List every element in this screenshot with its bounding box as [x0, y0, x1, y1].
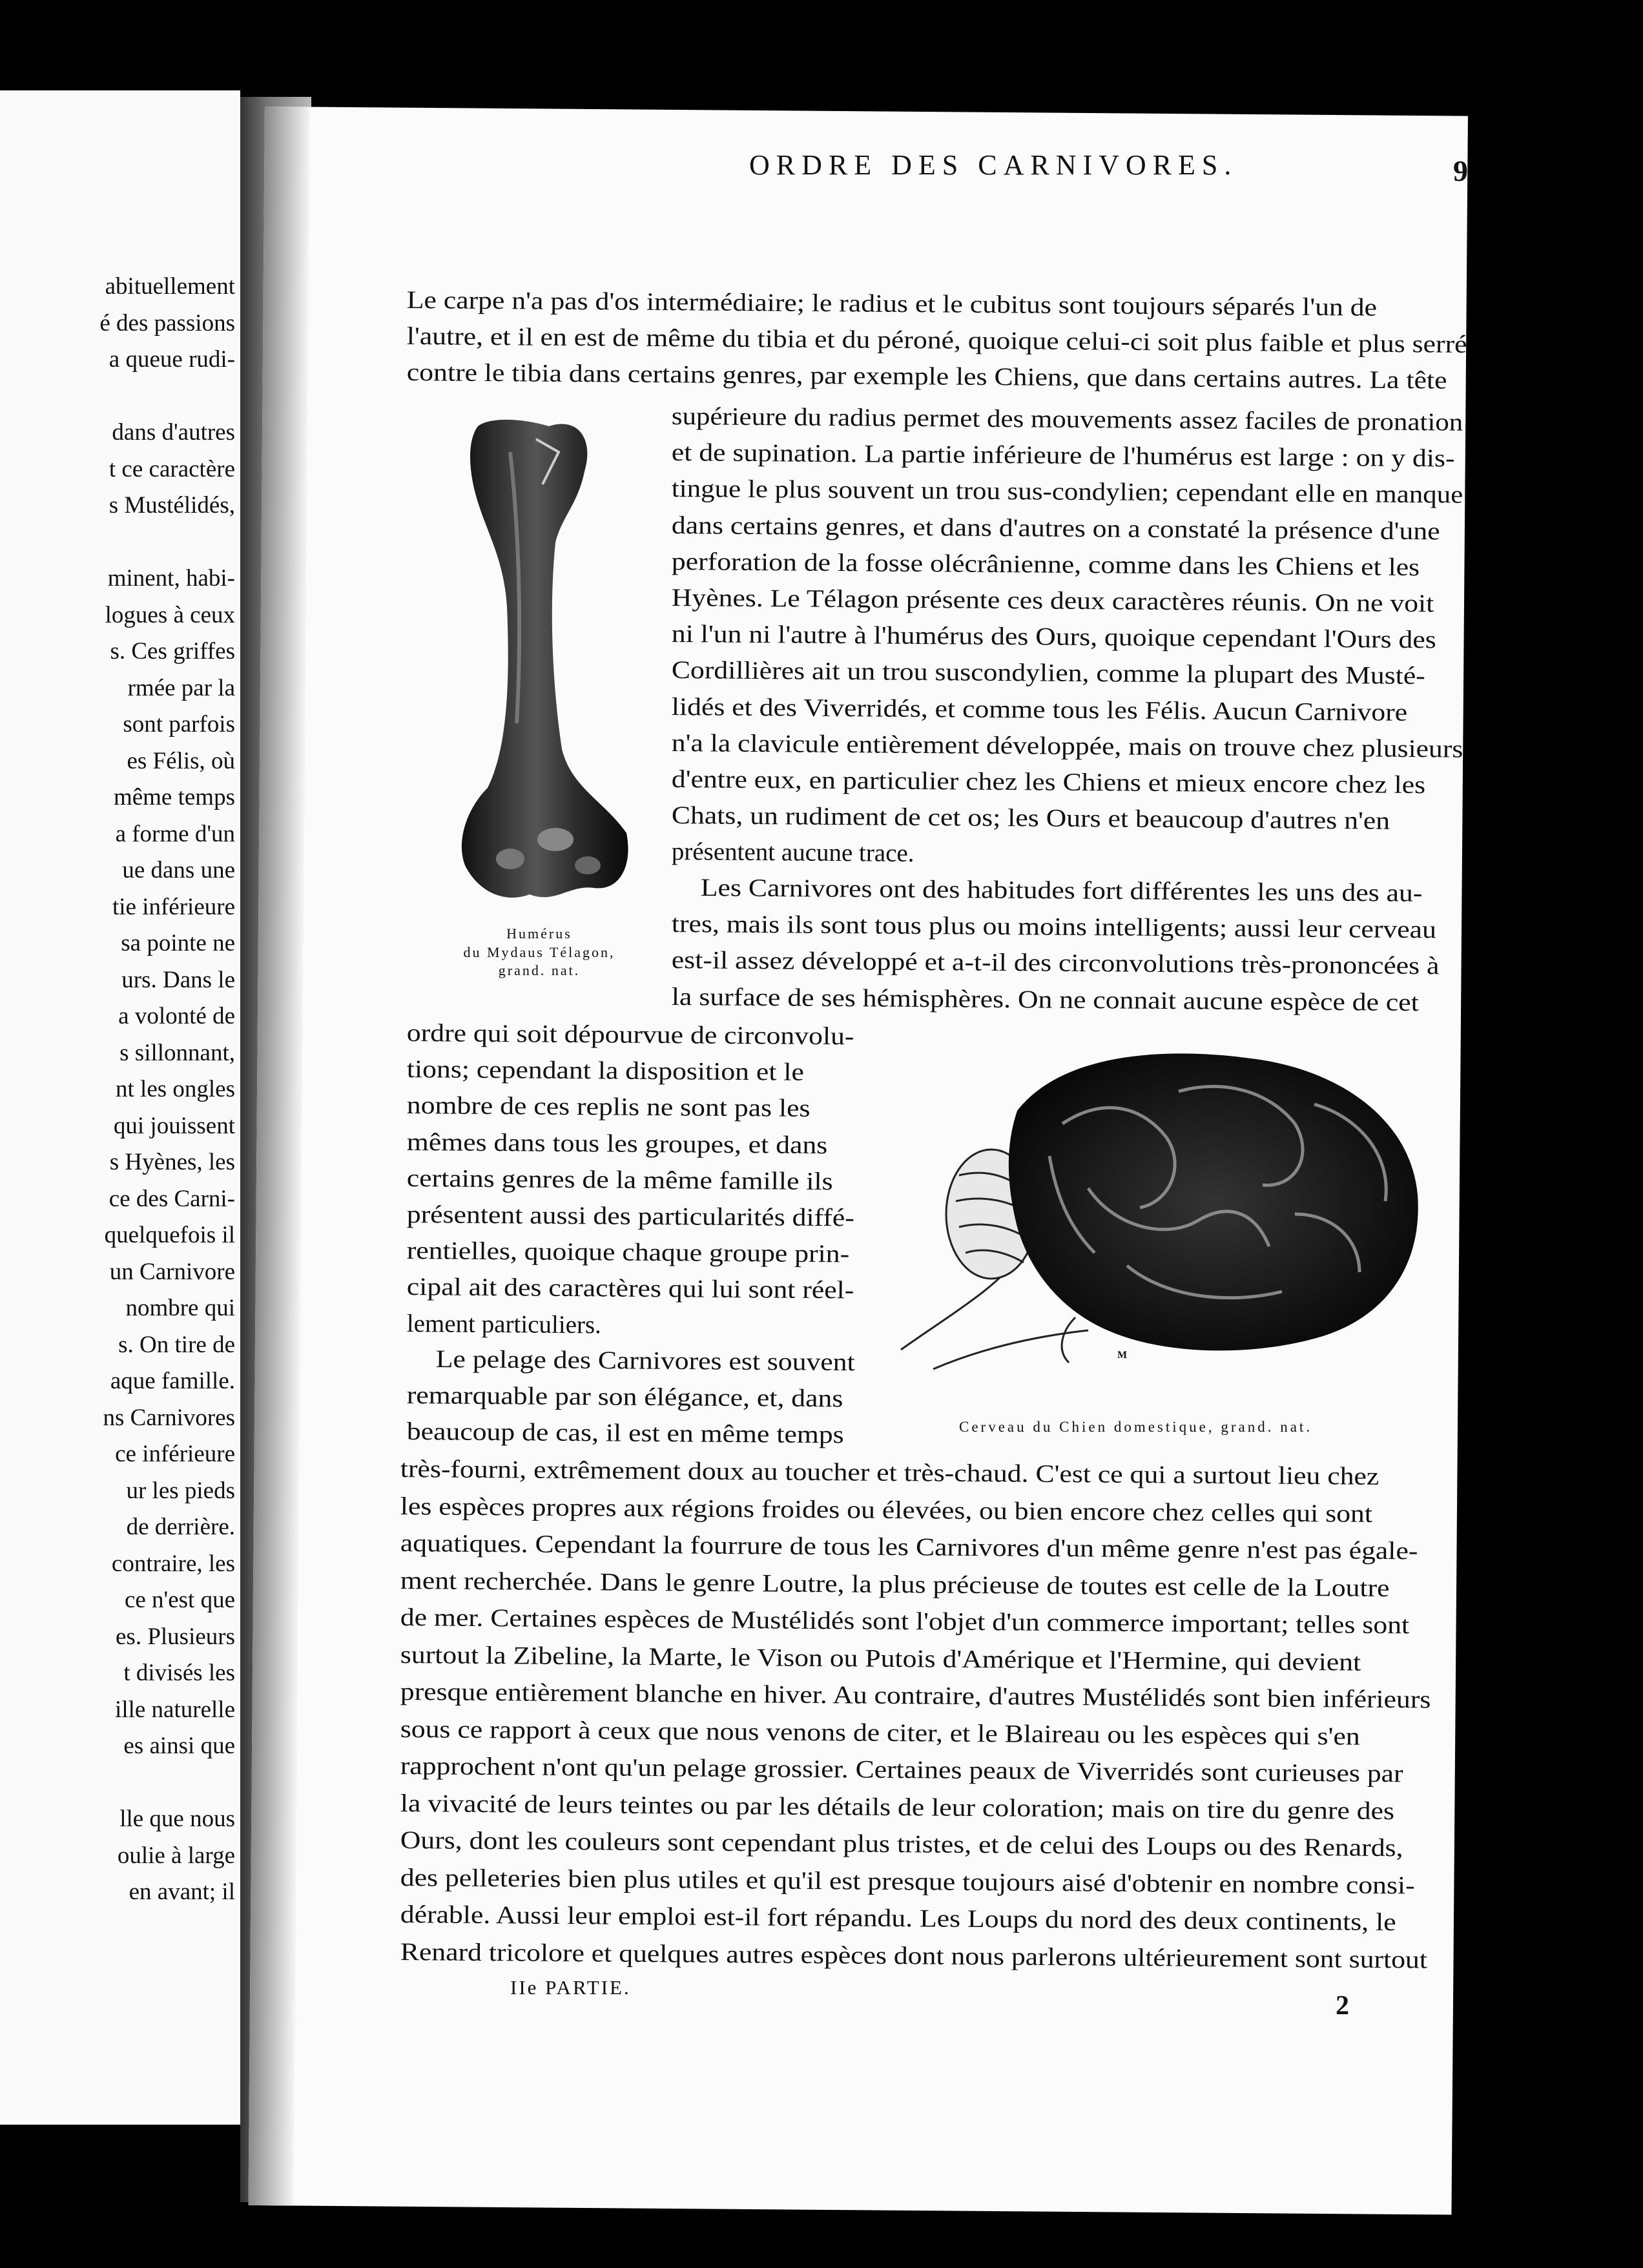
- left-page-line: é des passions: [99, 309, 235, 336]
- left-page-line: t divisés les: [123, 1660, 235, 1686]
- left-page-line: ce n'est que: [124, 1587, 235, 1613]
- text-line: présentent aucune trace.: [671, 838, 914, 868]
- left-page-line: minent, habi-: [107, 565, 235, 592]
- text-line: beaucoup de cas, il est en même temps: [406, 1418, 844, 1449]
- left-page-line: t ce caractère: [108, 455, 235, 482]
- left-page-line: s Mustélidés,: [108, 492, 235, 519]
- text-line: la vivacité de leurs teintes ou par les détails de leur coloration; mais on tire du genre des: [400, 1789, 1395, 1825]
- left-page-line: ce inférieure: [115, 1441, 235, 1467]
- left-page-line: s. On tire de: [118, 1331, 235, 1358]
- text-line: est-il assez développé et a-t-il des circonvolutions très-prononcées à: [671, 946, 1440, 980]
- left-page-line: aque famille.: [110, 1368, 235, 1394]
- left-page-line: quelquefois il: [104, 1222, 235, 1248]
- left-page-line: a volonté de: [118, 1003, 235, 1029]
- left-page-line: même temps: [113, 784, 235, 810]
- text-line: presque entièrement blanche en hiver. Au contraire, d'autres Mustélidés sont bien inférieurs: [400, 1678, 1431, 1714]
- left-page-line: nombre qui: [125, 1295, 235, 1321]
- left-page-line: ns Carnivores: [103, 1404, 235, 1431]
- left-page-line: ce des Carni-: [108, 1185, 235, 1212]
- running-title: ORDRE DES CARNIVORES.: [749, 149, 1238, 181]
- left-page-line: dans d'autres: [112, 419, 235, 446]
- humerus-caption-line: du Mydaus Télagon,: [463, 943, 615, 960]
- text-line: l'autre, et il en est de même du tibia et du péroné, quoique celui-ci soit plus faible et plus serré: [406, 322, 1467, 359]
- text-line: les espèces propres aux régions froides ou élevées, ou bien encore chez celles qui sont: [400, 1492, 1373, 1528]
- text-line: perforation de la fosse olécrânienne, comme dans les Chiens et les: [671, 547, 1420, 581]
- text-line: Ours, dont les couleurs sont cependant plus tristes, et de celui des Loups ou des Renards,: [400, 1826, 1403, 1862]
- text-line: et de supination. La partie inférieure de l'humérus est large : on y dis-: [671, 438, 1455, 473]
- left-page-line: de derrière.: [126, 1514, 235, 1540]
- left-page-line: rmée par la: [127, 674, 235, 701]
- text-line: sous ce rapport à ceux que nous venons de citer, et le Blaireau ou les espèces qui s'en: [400, 1715, 1360, 1751]
- left-page-line: es. Plusieurs: [116, 1623, 235, 1650]
- text-line: certains genres de la même famille ils: [406, 1164, 833, 1195]
- text-line: cipal ait des caractères qui lui sont réel-: [406, 1273, 854, 1304]
- text-line: la surface de ses hémisphères. On ne connait aucune espèce de cet: [671, 982, 1419, 1016]
- text-line: rapprochent n'ont qu'un pelage grossier. Certaines peaux de Viverridés sont curieuses par: [400, 1752, 1403, 1788]
- brain-caption: Cerveau du Chien domestique, grand. nat.: [959, 1419, 1313, 1435]
- text-line: Les Carnivores ont des habitudes fort différentes les uns des au-: [700, 874, 1423, 907]
- text-line: dans certains genres, et dans d'autres on a constaté la présence d'une: [671, 511, 1440, 545]
- left-page-line: ue dans une: [122, 857, 235, 883]
- left-page-line: nt les ongles: [116, 1076, 235, 1102]
- text-line: ni l'un ni l'autre à l'humérus des Ours, quoique cependant l'Ours des: [671, 620, 1436, 654]
- left-page-line: contraire, les: [111, 1550, 235, 1577]
- left-page-line: a queue rudi-: [108, 346, 235, 373]
- text-line: n'a la clavicule entièrement développée, mais on trouve chez plusieurs: [671, 728, 1463, 763]
- text-line: lement particuliers.: [406, 1309, 602, 1339]
- text-line: remarquable par son élégance, et, dans: [406, 1381, 843, 1413]
- left-page-line: s sillonnant,: [119, 1039, 235, 1066]
- page-number: 9: [1453, 154, 1468, 187]
- text-line: Chats, un rudiment de cet os; les Ours et beaucoup d'autres n'en: [671, 801, 1390, 835]
- text-line: tingue le plus souvent un trou sus-condylien; cependant elle en manque: [671, 475, 1463, 510]
- signature-mark: 2: [1336, 1991, 1349, 2021]
- text-line: des pelleteries bien plus utiles et qu'il est presque toujours aisé d'obtenir en nombre consi-: [400, 1863, 1415, 1899]
- brain-illustration: [894, 1046, 1424, 1382]
- left-page-line: s. Ces griffes: [110, 638, 235, 665]
- humerus-caption-line: Humérus: [506, 925, 572, 942]
- text-line: ment recherchée. Dans le genre Loutre, la plus précieuse de toutes est celle de la Loutre: [400, 1566, 1390, 1602]
- signature-note: IIe PARTIE.: [510, 1976, 631, 1999]
- text-line: d'entre eux, en particulier chez les Chiens et mieux encore chez les: [671, 765, 1426, 799]
- text-line: ordre qui soit dépourvue de circonvolu-: [406, 1019, 854, 1051]
- left-page-line: ille naturelle: [115, 1696, 235, 1723]
- humerus-caption: [446, 925, 633, 980]
- text-line: de mer. Certaines espèces de Mustélidés sont l'objet d'un commerce important; telles sont: [400, 1603, 1410, 1640]
- left-page-line: un Carnivore: [109, 1258, 235, 1285]
- humerus-illustration: [439, 413, 633, 917]
- text-line: très-fourni, extrêmement doux au toucher et très-chaud. C'est ce qui a surtout lieu chez: [400, 1455, 1380, 1490]
- left-page-line: es Félis, où: [127, 747, 235, 774]
- left-page-line: es ainsi que: [123, 1733, 235, 1759]
- left-page-line: logues à ceux: [105, 601, 235, 628]
- left-page-line: tie inférieure: [112, 893, 235, 920]
- text-line: présentent aussi des particularités diffé-: [406, 1201, 854, 1232]
- brain-figure-mark: M: [1117, 1350, 1128, 1361]
- text-line: nombre de ces replis ne sont pas les: [406, 1091, 811, 1123]
- text-line: surtout la Zibeline, la Marte, le Vison ou Putois d'Amérique et l'Hermine, qui devient: [400, 1640, 1361, 1676]
- text-line: Hyènes. Le Télagon présente ces deux caractères réunis. On ne voit: [671, 584, 1434, 618]
- left-page-line: oulie à large: [117, 1842, 235, 1869]
- left-facing-page: [0, 90, 240, 2125]
- text-line: Le carpe n'a pas d'os intermédiaire; le radius et le cubitus sont toujours séparés l'un de: [406, 286, 1378, 322]
- text-line: Renard tricolore et quelques autres espèces dont nous parlerons ultérieurement sont surtout: [400, 1937, 1428, 1974]
- text-line: Le pelage des Carnivores est souvent: [435, 1345, 855, 1377]
- left-page-line: en avant; il: [129, 1879, 235, 1905]
- text-line: dérable. Aussi leur emploi est-il fort répandu. Les Loups du nord des deux continents, le: [400, 1901, 1396, 1937]
- left-page-line: a forme d'un: [115, 820, 235, 847]
- left-page-line: sa pointe ne: [121, 930, 235, 956]
- text-line: tions; cependant la disposition et le: [406, 1055, 805, 1087]
- text-line: Cordillières ait un trou suscondylien, comme la plupart des Musté-: [671, 656, 1425, 690]
- left-page-line: abituellement: [105, 273, 235, 300]
- text-line: supérieure du radius permet des mouvements assez faciles de pronation: [671, 402, 1463, 437]
- text-line: mêmes dans tous les groupes, et dans: [406, 1128, 828, 1159]
- text-line: tres, mais ils sont tous plus ou moins intelligents; aussi leur cerveau: [671, 910, 1437, 944]
- left-page-line: sont parfois: [123, 711, 235, 737]
- text-line: aquatiques. Cependant la fourrure de tous les Carnivores d'un même genre n'est pas égale-: [400, 1529, 1418, 1565]
- humerus-caption-line: grand. nat.: [498, 962, 581, 979]
- left-page-line: qui jouissent: [113, 1112, 235, 1139]
- text-line: rentielles, quoique chaque groupe prin-: [406, 1237, 850, 1268]
- left-page-line: urs. Dans le: [121, 966, 235, 993]
- left-page-line: s Hyènes, les: [109, 1149, 235, 1175]
- text-line: contre le tibia dans certains genres, par exemple les Chiens, que dans certains autres. La tête: [406, 358, 1447, 395]
- left-page-line: ur les pieds: [126, 1477, 235, 1504]
- left-page-line: lle que nous: [119, 1806, 235, 1832]
- text-line: lidés et des Viverridés, et comme tous les Félis. Aucun Carnivore: [671, 692, 1408, 727]
